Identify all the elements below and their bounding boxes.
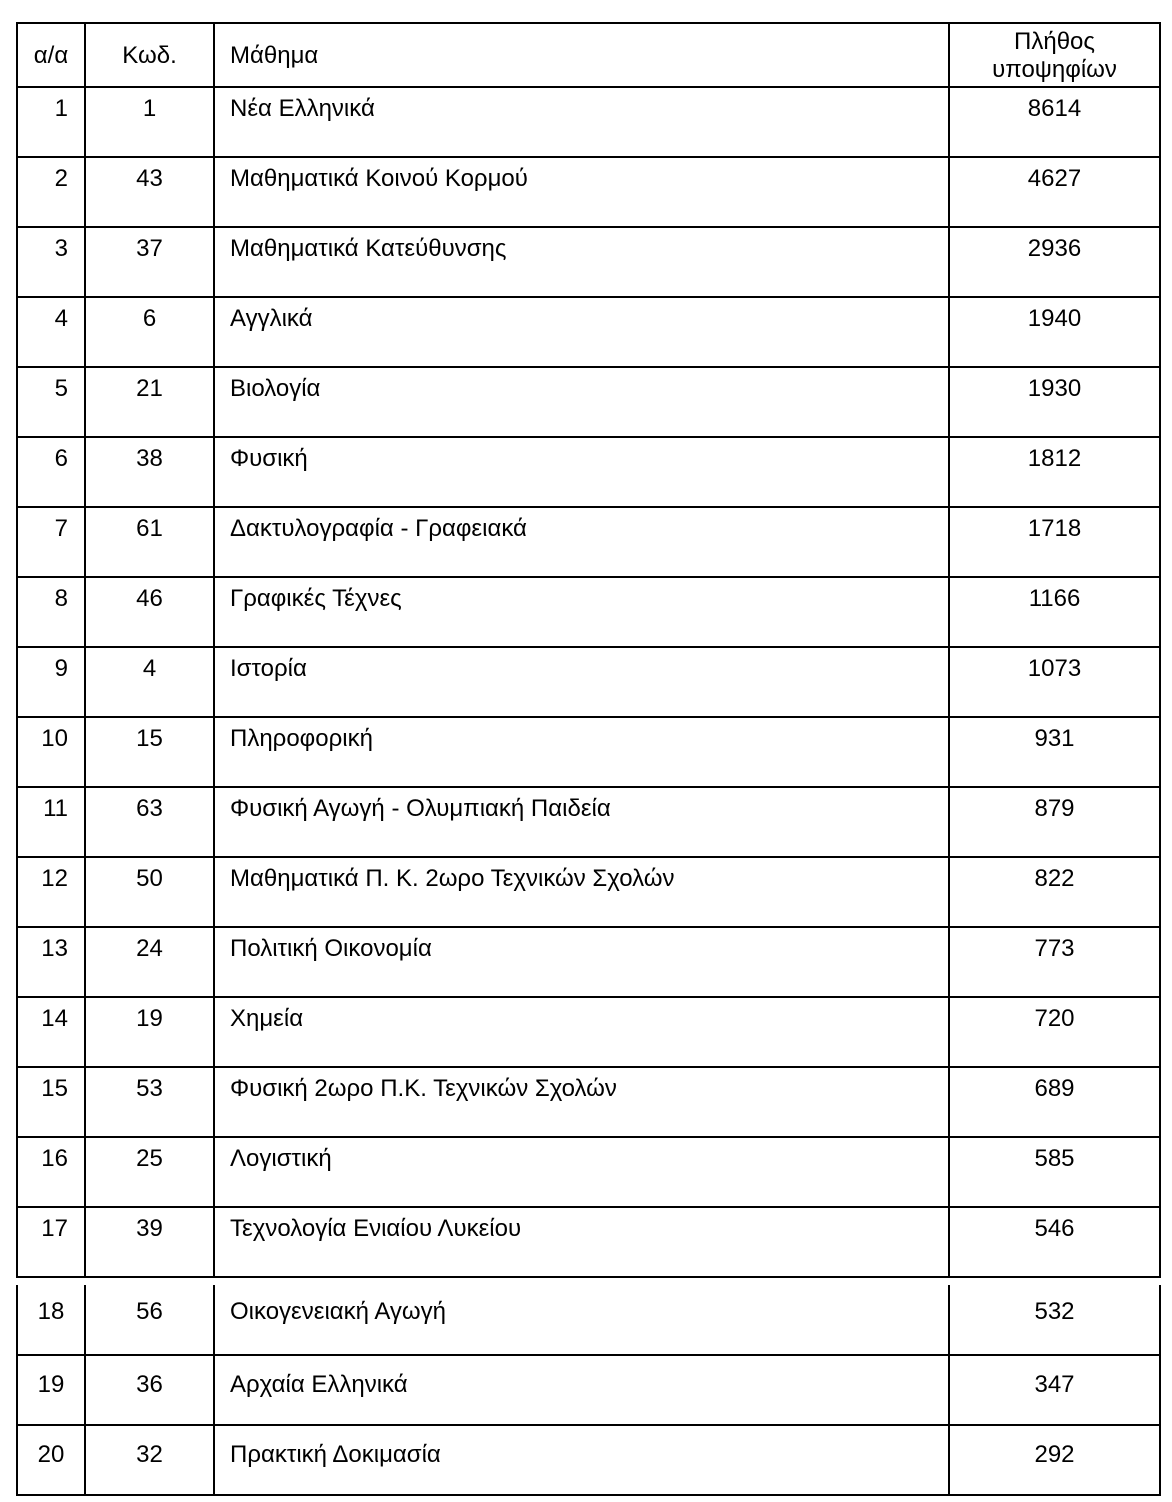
row-candidate-count: 879: [949, 787, 1160, 857]
table-row: [17, 577, 1160, 647]
row-index: 17: [17, 1207, 85, 1277]
row-subject: Λογιστική: [214, 1137, 949, 1207]
table-row: [17, 227, 1160, 297]
table-row: [17, 647, 1160, 717]
row-subject: Πληροφορική: [214, 717, 949, 787]
row-index: 14: [17, 997, 85, 1067]
table-row: [17, 1285, 1160, 1355]
row-candidate-count: 720: [949, 997, 1160, 1067]
row-subject: Ιστορία: [214, 647, 949, 717]
row-subject: Αγγλικά: [214, 297, 949, 367]
row-candidate-count: 1940: [949, 297, 1160, 367]
table-row: [17, 297, 1160, 367]
row-index: 4: [17, 297, 85, 367]
row-code: 6: [85, 297, 214, 367]
row-candidate-count: 689: [949, 1067, 1160, 1137]
row-code: 38: [85, 437, 214, 507]
row-candidate-count: 1812: [949, 437, 1160, 507]
row-code: 15: [85, 717, 214, 787]
row-code: 63: [85, 787, 214, 857]
table-row: [17, 857, 1160, 927]
row-code: 25: [85, 1137, 214, 1207]
header-candidate-count: [949, 23, 1160, 87]
table-row: [17, 367, 1160, 437]
table-row: [17, 1355, 1160, 1425]
table-row: [17, 717, 1160, 787]
row-subject: Τεχνολογία Ενιαίου Λυκείου: [214, 1207, 949, 1277]
row-candidate-count: 347: [949, 1355, 1160, 1425]
row-candidate-count: 1930: [949, 367, 1160, 437]
row-subject: Πρακτική Δοκιμασία: [214, 1425, 949, 1495]
table-row: [17, 1425, 1160, 1495]
row-subject: Μαθηματικά Κοινού Κορμού: [214, 157, 949, 227]
row-subject: Φυσική Αγωγή - Ολυμπιακή Παιδεία: [214, 787, 949, 857]
row-index: 16: [17, 1137, 85, 1207]
table-row: [17, 787, 1160, 857]
row-code: 56: [85, 1285, 214, 1355]
row-subject: Μαθηματικά Κατεύθυνσης: [214, 227, 949, 297]
row-candidate-count: 292: [949, 1425, 1160, 1495]
row-candidate-count: 773: [949, 927, 1160, 997]
row-code: 61: [85, 507, 214, 577]
header-subject: Μάθημα: [214, 23, 949, 87]
row-subject: Δακτυλογραφία - Γραφειακά: [214, 507, 949, 577]
row-candidate-count: 822: [949, 857, 1160, 927]
row-candidate-count: 4627: [949, 157, 1160, 227]
row-index: 1: [17, 87, 85, 157]
header-code: Κωδ.: [85, 23, 214, 87]
row-index: 15: [17, 1067, 85, 1137]
candidates-table-part-1: [16, 22, 1159, 1278]
row-code: 24: [85, 927, 214, 997]
row-candidate-count: 931: [949, 717, 1160, 787]
row-index: 2: [17, 157, 85, 227]
row-index: 20: [17, 1425, 85, 1495]
row-subject: Νέα Ελληνικά: [214, 87, 949, 157]
row-code: 36: [85, 1355, 214, 1425]
row-subject: Φυσική 2ωρο Π.Κ. Τεχνικών Σχολών: [214, 1067, 949, 1137]
row-code: 50: [85, 857, 214, 927]
row-index: 5: [17, 367, 85, 437]
row-index: 12: [17, 857, 85, 927]
row-index: 9: [17, 647, 85, 717]
row-candidate-count: 546: [949, 1207, 1160, 1277]
row-code: 4: [85, 647, 214, 717]
row-code: 53: [85, 1067, 214, 1137]
row-index: 7: [17, 507, 85, 577]
row-index: 18: [17, 1285, 85, 1355]
row-subject: Πολιτική Οικονομία: [214, 927, 949, 997]
row-index: 10: [17, 717, 85, 787]
row-subject: Οικογενειακή Αγωγή: [214, 1285, 949, 1355]
row-code: 21: [85, 367, 214, 437]
header-count-line-2: υποψηφίων: [992, 56, 1117, 83]
table-row: [17, 507, 1160, 577]
table-row: [17, 157, 1160, 227]
row-code: 46: [85, 577, 214, 647]
table-row: [17, 437, 1160, 507]
row-candidate-count: 1166: [949, 577, 1160, 647]
row-code: 43: [85, 157, 214, 227]
row-code: 32: [85, 1425, 214, 1495]
row-subject: Χημεία: [214, 997, 949, 1067]
row-candidate-count: 1718: [949, 507, 1160, 577]
row-subject: Γραφικές Τέχνες: [214, 577, 949, 647]
row-code: 37: [85, 227, 214, 297]
row-index: 11: [17, 787, 85, 857]
row-code: 19: [85, 997, 214, 1067]
table-row: [17, 87, 1160, 157]
header-count-line-1: Πλήθος: [1014, 28, 1095, 55]
table-row: [17, 927, 1160, 997]
table-row: [17, 1137, 1160, 1207]
header-index: α/α: [17, 23, 85, 87]
row-subject: Αρχαία Ελληνικά: [214, 1355, 949, 1425]
row-index: 6: [17, 437, 85, 507]
row-index: 19: [17, 1355, 85, 1425]
row-code: 39: [85, 1207, 214, 1277]
candidates-table: [16, 22, 1161, 1278]
row-index: 8: [17, 577, 85, 647]
row-subject: Φυσική: [214, 437, 949, 507]
row-subject: Μαθηματικά Π. Κ. 2ωρο Τεχνικών Σχολών: [214, 857, 949, 927]
row-index: 13: [17, 927, 85, 997]
row-code: 1: [85, 87, 214, 157]
row-candidate-count: 2936: [949, 227, 1160, 297]
row-candidate-count: 8614: [949, 87, 1160, 157]
row-candidate-count: 585: [949, 1137, 1160, 1207]
table-row: [17, 1207, 1160, 1277]
row-candidate-count: 532: [949, 1285, 1160, 1355]
row-candidate-count: 1073: [949, 647, 1160, 717]
header-row: [17, 23, 1160, 87]
candidates-table-part-2: [16, 1285, 1159, 1496]
table-row: [17, 1067, 1160, 1137]
candidates-table-continued: [16, 1285, 1161, 1496]
row-index: 3: [17, 227, 85, 297]
table-row: [17, 997, 1160, 1067]
row-subject: Βιολογία: [214, 367, 949, 437]
